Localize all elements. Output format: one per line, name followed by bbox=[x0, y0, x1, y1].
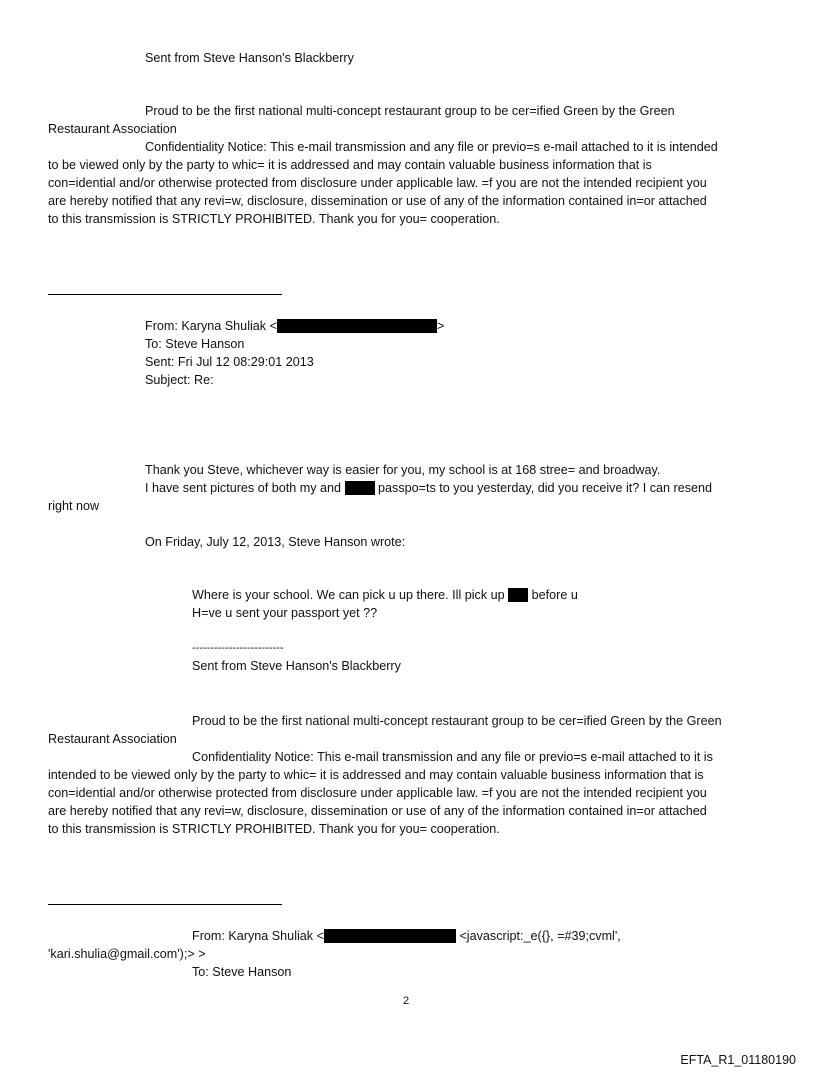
quoted-text: before u bbox=[531, 588, 578, 602]
body-text: passpo=ts to you yesterday, did you receive it? I can resend bbox=[378, 481, 713, 495]
page-number: 2 bbox=[403, 995, 410, 1007]
confidentiality-line: are hereby notified that any revi=w, disclosure, dissemination or use of any of the information contained in=or attached bbox=[48, 804, 707, 818]
body-line: right now bbox=[48, 499, 100, 513]
from-suffix: <javascript:_e({}, =#39;cvml', bbox=[459, 929, 621, 943]
email-from-line bbox=[192, 928, 621, 944]
confidentiality-line: are hereby notified that any revi=w, disclosure, dissemination or use of any of the information contained in=or attached bbox=[48, 194, 707, 208]
confidentiality-line: con=idential and/or otherwise protected from disclosure under applicable law. =f you are not the intended recipient you bbox=[48, 176, 707, 190]
sent-from-line: Sent from Steve Hanson's Blackberry bbox=[145, 51, 354, 65]
proud-line-cont: Restaurant Association bbox=[48, 732, 177, 746]
body-text: I have sent pictures of both my and bbox=[145, 481, 342, 495]
email-from-line bbox=[145, 318, 444, 334]
redaction-block bbox=[277, 319, 437, 333]
quoted-dashes: ------------------------- bbox=[192, 642, 284, 654]
bates-id: EFTA_R1_01180190 bbox=[680, 1053, 796, 1067]
redaction-block bbox=[324, 929, 456, 943]
email-subject-line: Subject: Re: bbox=[145, 373, 214, 387]
from-suffix: > bbox=[436, 319, 445, 333]
email-to-line: To: Steve Hanson bbox=[145, 337, 245, 351]
quoted-line: H=ve u sent your passport yet ?? bbox=[192, 606, 378, 620]
body-line: Thank you Steve, whichever way is easier for you, my school is at 168 stree= and broadway. bbox=[145, 463, 661, 477]
from-label: From: Karyna Shuliak < bbox=[145, 319, 277, 333]
email-from-line-cont: 'kari.shulia@gmail.com');> > bbox=[48, 947, 206, 961]
quoted-line bbox=[192, 587, 578, 603]
confidentiality-line: Confidentiality Notice: This e-mail transmission and any file or previo=s e-mail attached to it is intended bbox=[145, 140, 718, 154]
quoted-text: Where is your school. We can pick u up there. Ill pick up bbox=[192, 588, 505, 602]
quoted-sent-from: Sent from Steve Hanson's Blackberry bbox=[192, 659, 401, 673]
confidentiality-line: con=idential and/or otherwise protected from disclosure under applicable law. =f you are not the intended recipient you bbox=[48, 786, 707, 800]
confidentiality-line: Confidentiality Notice: This e-mail transmission and any file or previo=s e-mail attached to it is bbox=[192, 750, 713, 764]
body-line bbox=[145, 480, 712, 496]
proud-line: Proud to be the first national multi-concept restaurant group to be cer=ified Green by the Green bbox=[192, 714, 722, 728]
from-label: From: Karyna Shuliak < bbox=[192, 929, 324, 943]
redaction-block bbox=[508, 588, 528, 602]
proud-line: Proud to be the first national multi-concept restaurant group to be cer=ified Green by the Green bbox=[145, 104, 675, 118]
confidentiality-line: to be viewed only by the party to whic= it is addressed and may contain valuable business information that is bbox=[48, 158, 652, 172]
confidentiality-line: to this transmission is STRICTLY PROHIBITED. Thank you for you= cooperation. bbox=[48, 822, 500, 836]
proud-line-cont: Restaurant Association bbox=[48, 122, 177, 136]
email-to-line: To: Steve Hanson bbox=[192, 965, 292, 979]
email-sent-line: Sent: Fri Jul 12 08:29:01 2013 bbox=[145, 355, 314, 369]
redaction-block bbox=[345, 481, 375, 495]
separator-rule bbox=[48, 904, 282, 905]
separator-rule bbox=[48, 294, 282, 295]
confidentiality-line: intended to be viewed only by the party to whic= it is addressed and may contain valuable business information that is bbox=[48, 768, 704, 782]
on-date-wrote-line: On Friday, July 12, 2013, Steve Hanson wrote: bbox=[145, 535, 406, 549]
confidentiality-line: to this transmission is STRICTLY PROHIBITED. Thank you for you= cooperation. bbox=[48, 212, 500, 226]
